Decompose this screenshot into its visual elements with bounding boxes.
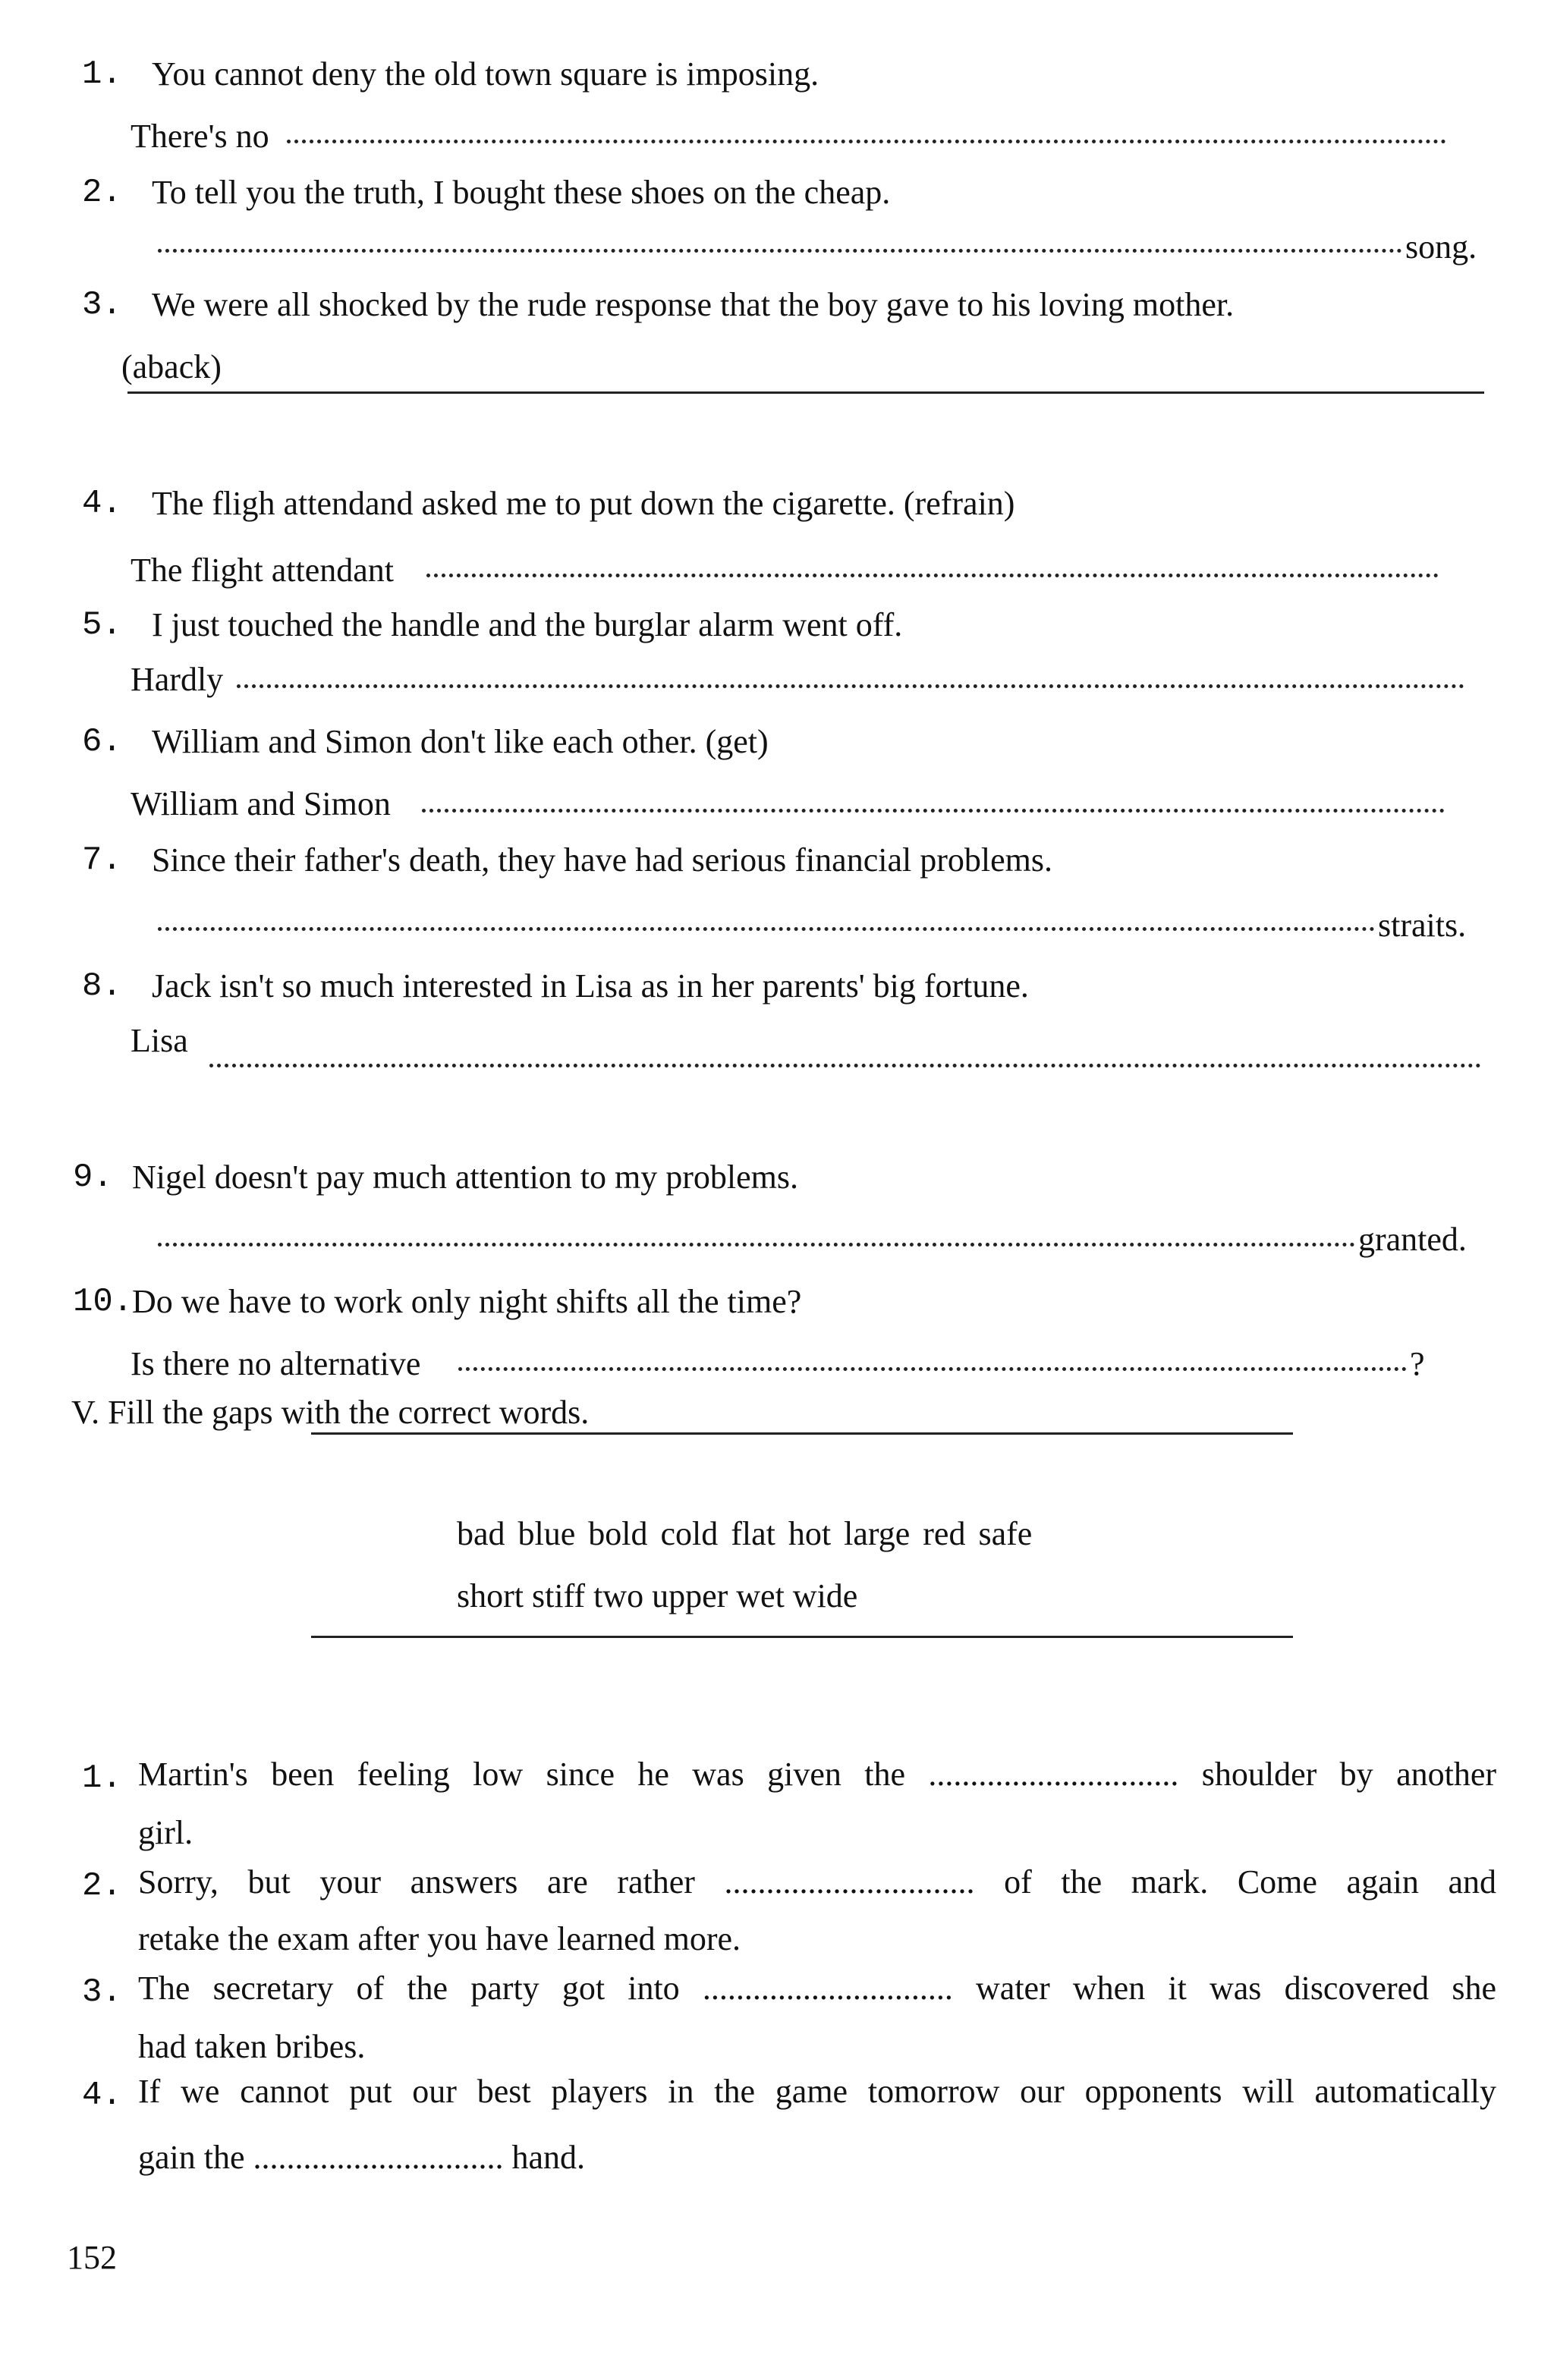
answer-line[interactable] [458, 1367, 1407, 1371]
item-number: 9. [73, 1159, 113, 1196]
item-prompt: Hardly [131, 661, 224, 698]
item-prompt: (aback) [121, 348, 222, 385]
item-number: 2. [82, 1867, 122, 1905]
page-number: 152 [67, 2239, 117, 2276]
item-text-continuation: retake the exam after you have learned more. [138, 1920, 741, 1957]
item-number: 1. [82, 55, 122, 93]
item-prompt: Lisa [131, 1022, 188, 1059]
answer-line[interactable] [158, 249, 1402, 253]
answer-line[interactable] [287, 140, 1446, 143]
word-box-line-2: short stiff two upper wet wide [457, 1577, 858, 1614]
item-ending: granted. [1358, 1221, 1467, 1258]
item-text-continuation: girl. [138, 1814, 193, 1851]
item-text: Martin's been feeling low since he was given the .............................. shoulder by another [138, 1756, 1496, 1793]
item-number: 4. [82, 485, 122, 523]
item-text: The secretary of the party got into .............................. water when it was discovered she [138, 1970, 1496, 2007]
item-number: 3. [82, 1973, 122, 2011]
answer-line[interactable] [158, 1243, 1355, 1247]
item-prompt: Is there no alternative [131, 1345, 421, 1382]
item-text-continuation: had taken bribes. [138, 2028, 366, 2065]
item-number: 1. [82, 1759, 122, 1797]
item-sentence: We were all shocked by the rude response that the boy gave to his loving mother. [152, 286, 1235, 323]
item-number: 3. [82, 286, 122, 324]
answer-line[interactable] [426, 574, 1439, 577]
item-sentence: Nigel doesn't pay much attention to my problems. [132, 1159, 799, 1196]
item-prompt: There's no [131, 118, 269, 155]
answer-line[interactable] [422, 809, 1445, 813]
word-box-line-1: bad blue bold cold flat hot large red safe [457, 1515, 1033, 1552]
item-sentence: I just touched the handle and the burglar alarm went off. [152, 606, 903, 643]
item-sentence: Do we have to work only night shifts all the time? [132, 1283, 802, 1320]
section-heading: V. Fill the gaps with the correct words. [71, 1394, 590, 1431]
item-sentence: William and Simon don't like each other. (get) [152, 723, 769, 760]
item-sentence: You cannot deny the old town square is imposing. [152, 55, 819, 93]
item-number: 2. [82, 174, 122, 212]
item-number: 4. [82, 2077, 122, 2114]
item-number: 5. [82, 606, 122, 644]
item-number: 8. [82, 967, 122, 1005]
item-text: If we cannot put our best players in the game tomorrow our opponents will automatically [138, 2073, 1496, 2110]
answer-line[interactable] [127, 391, 1484, 394]
answer-line[interactable] [237, 684, 1464, 688]
word-box-bottom-rule [311, 1636, 1293, 1638]
item-sentence: The fligh attendand asked me to put down the cigarette. (refrain) [152, 485, 1015, 522]
item-ending: song. [1405, 228, 1477, 266]
item-ending: ? [1410, 1345, 1425, 1382]
item-text-continuation: gain the .............................. hand. [138, 2139, 586, 2176]
answer-line[interactable] [209, 1064, 1481, 1067]
item-ending: straits. [1378, 907, 1467, 944]
item-number: 10. [73, 1283, 134, 1321]
item-sentence: Since their father's death, they have had serious financial problems. [152, 841, 1052, 879]
item-number: 6. [82, 723, 122, 761]
item-sentence: Jack isn't so much interested in Lisa as in her parents' big fortune. [152, 967, 1029, 1005]
item-number: 7. [82, 841, 122, 879]
item-sentence: To tell you the truth, I bought these shoes on the cheap. [152, 174, 891, 211]
item-text: Sorry, but your answers are rather .............................. of the mark. Come again and [138, 1863, 1496, 1901]
answer-line[interactable] [158, 927, 1375, 931]
item-prompt: William and Simon [131, 785, 391, 822]
item-prompt: The flight attendant [131, 552, 394, 589]
word-box-top-rule [311, 1432, 1293, 1435]
